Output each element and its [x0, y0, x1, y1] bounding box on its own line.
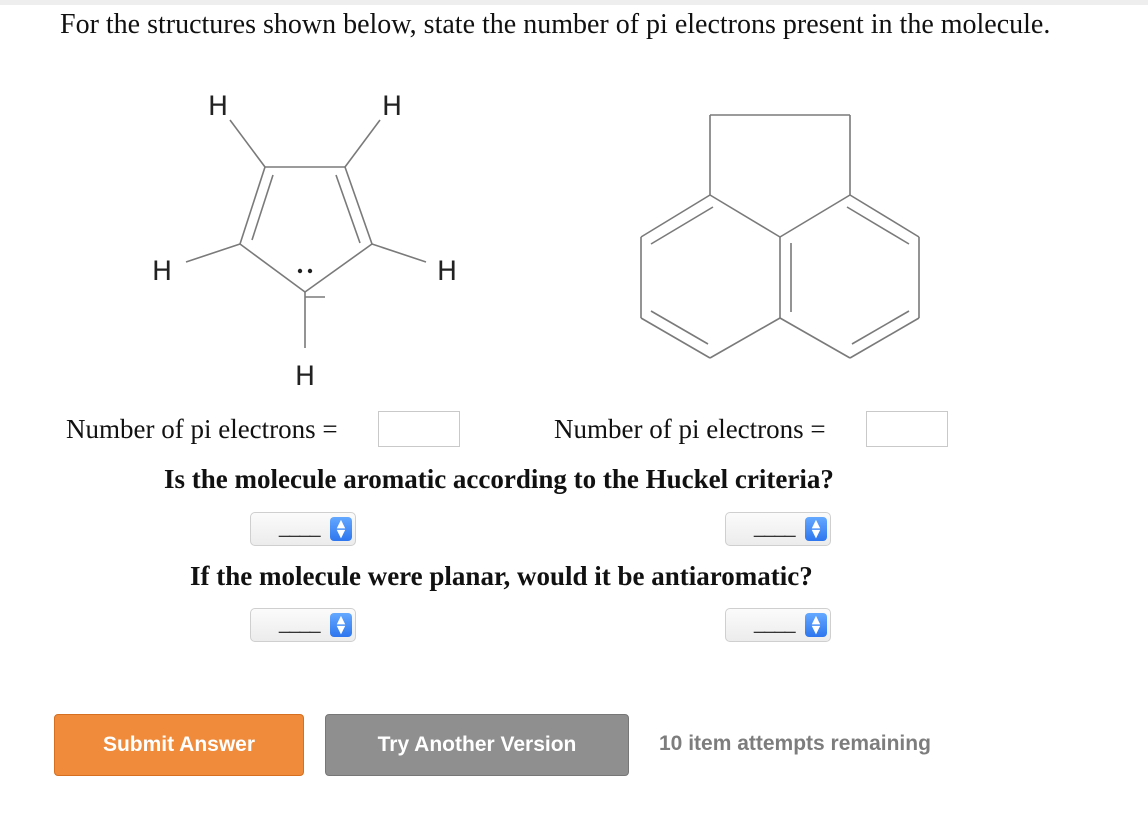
- bond: [336, 175, 360, 243]
- bond: [852, 311, 909, 344]
- up-down-chevron-icon: ▲ ▼: [805, 517, 827, 541]
- lone-pair-dot: [298, 269, 302, 273]
- question-prompt: For the structures shown below, state the number of pi electrons present in the molecule.: [60, 9, 1051, 40]
- structure-cyclopentadienyl: [152, 91, 457, 392]
- atom-label-h: H: [436, 256, 458, 287]
- up-down-chevron-icon: ▲ ▼: [330, 517, 352, 541]
- bond: [252, 175, 273, 240]
- antiaromatic-question: If the molecule were planar, would it be antiaromatic?: [190, 561, 813, 591]
- antiaromatic-select-left[interactable]: [250, 608, 356, 642]
- atom-label-h: H: [381, 91, 403, 122]
- lone-pair-dot: [308, 269, 312, 273]
- bond: [710, 318, 780, 358]
- bond: [651, 311, 708, 344]
- structure-acenaphthylene: [641, 115, 919, 358]
- bond: [641, 318, 710, 358]
- up-down-chevron-icon: ▲ ▼: [330, 613, 352, 637]
- attempts-remaining: 10 item attempts remaining: [659, 732, 931, 755]
- bond: [641, 195, 710, 237]
- select-value: ____: [754, 612, 795, 634]
- pi-electrons-input-right[interactable]: [866, 411, 948, 447]
- bond: [305, 244, 372, 292]
- bond-h: [372, 244, 426, 262]
- pi-electrons-input-left[interactable]: [378, 411, 460, 447]
- atom-label-h: H: [294, 361, 316, 392]
- up-down-chevron-icon: ▲ ▼: [805, 613, 827, 637]
- bond: [780, 195, 850, 237]
- bond: [240, 244, 305, 292]
- pi-electrons-label-right: Number of pi electrons =: [554, 414, 826, 444]
- bond: [850, 318, 919, 358]
- try-another-version-button[interactable]: Try Another Version: [325, 714, 629, 776]
- bond: [780, 318, 850, 358]
- submit-answer-button[interactable]: Submit Answer: [54, 714, 304, 776]
- bond-h: [230, 120, 265, 167]
- bond: [240, 167, 265, 244]
- aromatic-select-right[interactable]: [725, 512, 831, 546]
- select-value: ____: [279, 612, 320, 634]
- aromatic-question: Is the molecule aromatic according to the Huckel criteria?: [164, 464, 834, 494]
- aromatic-select-left[interactable]: [250, 512, 356, 546]
- select-value: ____: [754, 516, 795, 538]
- atom-label-h: H: [207, 91, 229, 122]
- pi-electrons-label-left: Number of pi electrons =: [66, 414, 338, 444]
- bond-h: [345, 120, 380, 167]
- select-value: ____: [279, 516, 320, 538]
- bond: [345, 167, 372, 244]
- atom-label-h: H: [151, 256, 173, 287]
- antiaromatic-select-right[interactable]: [725, 608, 831, 642]
- bond: [710, 195, 780, 237]
- bond: [850, 195, 919, 237]
- bond-h: [186, 244, 240, 262]
- structures-figure: [0, 0, 1148, 400]
